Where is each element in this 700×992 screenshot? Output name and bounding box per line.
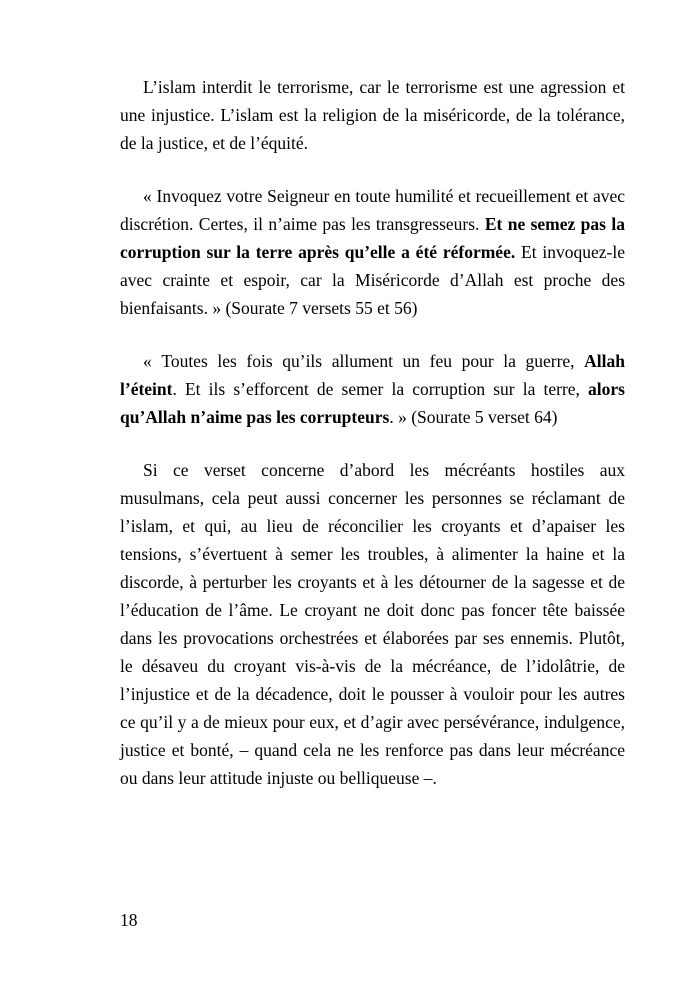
paragraph-intro — [120, 73, 625, 157]
text-run: « Invoquez votre Seigneur en toute humilité et recueillement et avec discrétion. Certes, il n’aime pas les transgresseurs. — [120, 186, 625, 234]
text-run: . » (Sourate 5 verset 64) — [389, 407, 558, 427]
paragraph-commentary — [120, 456, 625, 792]
text-run-bold: Allah l’éteint — [120, 351, 625, 399]
paragraph-quote-sourate-5 — [120, 347, 625, 431]
text-run-bold: alors qu’Allah n’aime pas les corrupteurs — [120, 379, 625, 427]
text-run: Et invoquez-le avec crainte et espoir, car la Miséricorde d’Allah est proche des bienfaisants. » (Sourate 7 versets 55 et 56) — [120, 242, 625, 318]
page-number: 18 — [120, 910, 138, 930]
text-run: L’islam interdit le terrorisme, car le terrorisme est une agression et une injustice. L’islam est la religion de la miséricorde, de la tolérance, de la justice, et de l’équité. — [120, 77, 625, 153]
text-run-bold: Et ne semez pas la corruption sur la terre après qu’elle a été réformée. — [120, 214, 625, 262]
text-run: « Toutes les fois qu’ils allument un feu pour la guerre, — [143, 351, 585, 371]
text-run: Si ce verset concerne d’abord les mécréants hostiles aux musulmans, cela peut aussi concerner les personnes se réclamant de l’islam, et qui, au lieu de réconcilier les croyants et d’apaiser les tensions, s’évertuent à semer les troubles, à alimenter la haine et la discorde, à perturber les croyants et à les détourner de la sagesse et de l’éducation de l’âme. Le croyant ne doit donc pas foncer tête baissée dans les provocations orchestrées et élaborées par ses ennemis. Plutôt, le désaveu du croyant vis-à-vis de la mécréance, de l’idolâtrie, de l’injustice et de la décadence, doit le pousser à vouloir pour les autres ce qu’il y a de mieux pour eux, et d’agir avec persévérance, indulgence, justice et bonté, – quand cela ne les renforce pas dans leur mécréance ou dans leur attitude injuste ou belliqueuse –. — [120, 460, 625, 788]
text-run: . Et ils s’efforcent de semer la corruption sur la terre, — [172, 379, 589, 399]
paragraph-quote-sourate-7 — [120, 182, 625, 322]
